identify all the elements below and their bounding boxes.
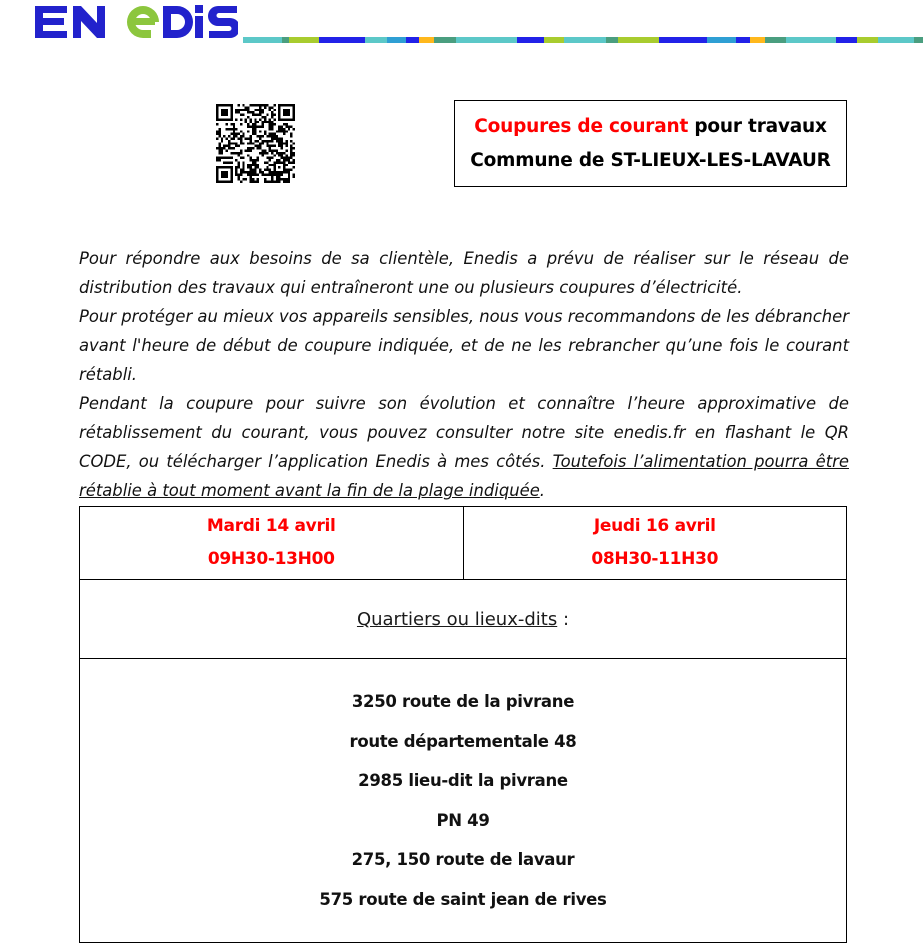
- color-bar-segment: [857, 37, 878, 43]
- paragraph-2: Pour protéger au mieux vos appareils sensibles, nous vous recommandons de les débrancher avant l'heure de début de coupure indiquée, et de ne les rebrancher qu’une fois le courant rétabli.: [79, 307, 849, 384]
- quartiers-label-colon: :: [557, 608, 570, 630]
- color-bar-segment: [456, 37, 516, 43]
- brand-color-bar: [243, 37, 923, 43]
- quartiers-label-text: Quartiers ou lieux-dits: [356, 608, 558, 630]
- address-line: 275, 150 route de lavaur: [351, 850, 575, 869]
- color-bar-segment: [606, 37, 618, 43]
- address-line: 2985 lieu-dit la pivrane: [358, 771, 568, 790]
- color-bar-segment: [387, 37, 405, 43]
- color-bar-segment: [786, 37, 836, 43]
- paragraph-3-emphasis: Toutefois l’alimentation pourra être rétablie à tout moment avant la fin de la plage indiquée: [79, 452, 849, 500]
- title-line-1: [474, 110, 827, 144]
- address-line: 3250 route de la pivrane: [351, 692, 575, 711]
- day-1-time: 09H30-13H00: [207, 549, 335, 569]
- quartiers-label: [357, 609, 569, 630]
- color-bar-segment: [659, 37, 707, 43]
- enedis-logo: [33, 2, 238, 46]
- body-text: [79, 244, 849, 505]
- address-line: 575 route de saint jean de rives: [319, 889, 607, 909]
- address-list: [80, 682, 846, 919]
- color-bar-segment: [765, 37, 786, 43]
- color-bar-segment: [878, 37, 914, 43]
- paragraph-1: Pour répondre aux besoins de sa clientèle, Enedis a prévu de réaliser sur le réseau de distribution des travaux qui entraîneront une ou plusieurs coupures d’électricité.: [79, 249, 849, 297]
- addresses-cell: [80, 659, 847, 943]
- color-bar-segment: [282, 37, 290, 43]
- paragraph-3-intro: Pendant la coupure pour suivre son évolution et connaître l’heure approximative de rétablissement du courant, vous pouvez consulter notre site enedis.fr en flashant le QR CODE, ou télécharger l’application Enedis à mes côtés.: [79, 394, 849, 471]
- day-2-date: Jeudi 16 avril: [593, 516, 716, 536]
- address-line: route départementale 48: [349, 731, 577, 751]
- table-row-dates: [80, 507, 847, 580]
- color-bar-segment: [517, 37, 545, 43]
- color-bar-segment: [914, 37, 922, 43]
- table-row-addresses: [80, 659, 847, 943]
- color-bar-segment: [707, 37, 736, 43]
- color-bar-segment: [406, 37, 419, 43]
- color-bar-segment: [836, 37, 858, 43]
- quartiers-header-cell: [80, 580, 847, 659]
- table-row-quartiers-header: [80, 580, 847, 659]
- qr-code: [216, 104, 295, 183]
- schedule-cell-day-1: [80, 507, 464, 580]
- title-commune: Commune de ST-LIEUX-LES-LAVAUR: [470, 149, 831, 171]
- color-bar-segment: [319, 37, 365, 43]
- page-header: [0, 0, 923, 52]
- announcement-title-box: [454, 100, 847, 187]
- color-bar-segment: [434, 37, 456, 43]
- color-bar-segment: [544, 37, 564, 43]
- title-outage-label: Coupures de courant: [474, 115, 689, 137]
- outage-schedule-table: [79, 506, 847, 943]
- day-2-time: 08H30-11H30: [591, 549, 719, 569]
- qr-code-image: [216, 104, 295, 183]
- color-bar-segment: [289, 37, 318, 43]
- color-bar-segment: [243, 37, 282, 43]
- address-line: PN 49: [436, 810, 490, 830]
- color-bar-segment: [736, 37, 750, 43]
- color-bar-segment: [750, 37, 765, 43]
- day-1-date: Mardi 14 avril: [206, 516, 336, 536]
- title-works-label: pour travaux: [688, 115, 827, 137]
- color-bar-segment: [564, 37, 606, 43]
- color-bar-segment: [365, 37, 388, 43]
- color-bar-segment: [618, 37, 659, 43]
- paragraph-3-period: .: [539, 481, 545, 500]
- paragraph-3: [79, 389, 849, 505]
- schedule-cell-day-2: [463, 507, 847, 580]
- color-bar-segment: [419, 37, 434, 43]
